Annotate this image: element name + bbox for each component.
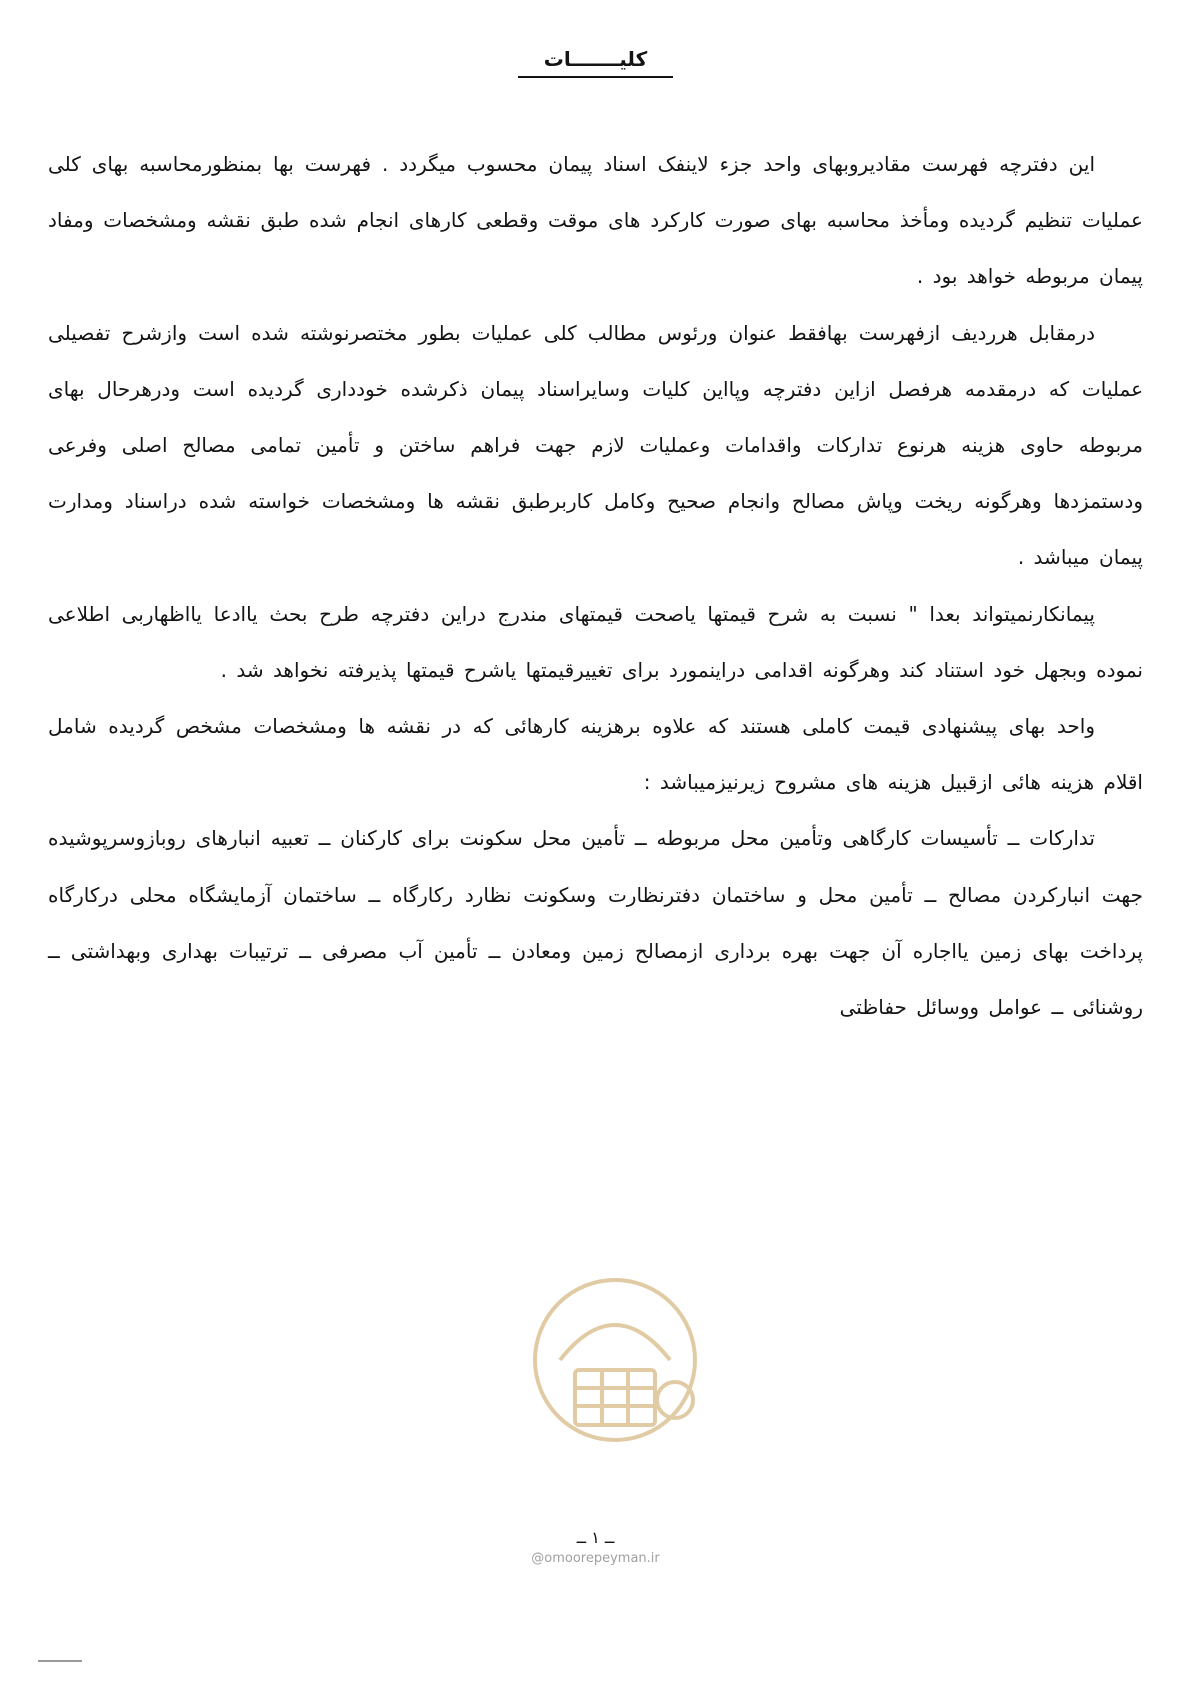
paragraph-2: درمقابل هرردیف ازفهرست بهافقط عنوان ورئوس مطالب کلی عملیات بطور مختصرنوشته شده است وازشرح تفصیلی عملیات که درمقدمه هرفصل ازاین دفترچه وپااین کلیات وسایراسناد پیمان ذکرشده خودداری گردیده است ودرهرحال بهای مربوطه حاوی هزینه هرنوع تدارکات واقدامات وعملیات لازم جهت فراهم ساختن و تأمین تمامی مصالح اصلی وفرعی ودستمزدها وهرگونه ریخت وپاش مصالح وانجام صحیح وکامل کاربرطبق نقشه ها ومشخصات خواسته شده دراسناد ومدارت پیمان میباشد .	[48, 320, 1143, 570]
page-number: ــ ۱ ــ	[576, 1528, 615, 1547]
document-body	[48, 136, 1143, 1035]
paragraph-1: این دفترچه فهرست مقادیروبهای واحد جزء لاینفک اسناد پیمان محسوب میگردد . فهرست بها بمنظورمحاسبه بهای کلی عملیات تنظیم گردیده ومأخذ محاسبه بهای صورت کارکرد های موقت وقطعی کارهای انجام شده طبق نقشه ومشخصات ومفاد پیمان مربوطه خواهد بود .	[48, 152, 1143, 289]
page-title	[48, 44, 1143, 78]
paragraph-3: پیمانکارنمیتواند بعدا " نسبت به شرح قیمتها یاصحت قیمتهای مندرج دراین دفترچه طرح بحث یاادعا یااظهاربی اطلاعی نموده وبجهل خود استناد کند وهرگونه اقدامی دراینمورد برای تغییرقیمتها یاشرح قیمتها پذیرفته نخواهد شد .	[48, 601, 1143, 682]
paragraph-5: تدارکات ــ تأسیسات کارگاهی وتأمین محل مربوطه ــ تأمین محل سکونت برای کارکنان ــ تعبیه انبارهای روبازوسرپوشیده جهت انبارکردن مصالح ــ تأمین محل و ساختمان دفترنظارت وسکونت نظارد رکارگاه ــ ساختمان آزمایشگاه محلی درکارگاه پرداخت بهای زمین یااجاره آن جهت بهره برداری ازمصالح زمین ومعادن ــ تأمین آب مصرفی ــ ترتیبات بهداری وبهداشتی ــ روشنائی ــ عوامل ووسائل حفاظتی	[48, 826, 1143, 1020]
paragraph-4: واحد بهای پیشنهادی قیمت کاملی هستند که علاوه برهزینه کارهائی که در نقشه ها ومشخصات مشخص گردیده شامل اقلام هزینه هائی ازقبیل هزینه های مشروح زیرنیزمیباشد :	[48, 714, 1143, 795]
page-title-text: کلیـــــــات	[518, 44, 673, 78]
watermark-site: @omoorepeyman.ir	[531, 1551, 660, 1566]
watermark-logo	[520, 1250, 710, 1470]
footer-divider	[38, 1660, 82, 1662]
